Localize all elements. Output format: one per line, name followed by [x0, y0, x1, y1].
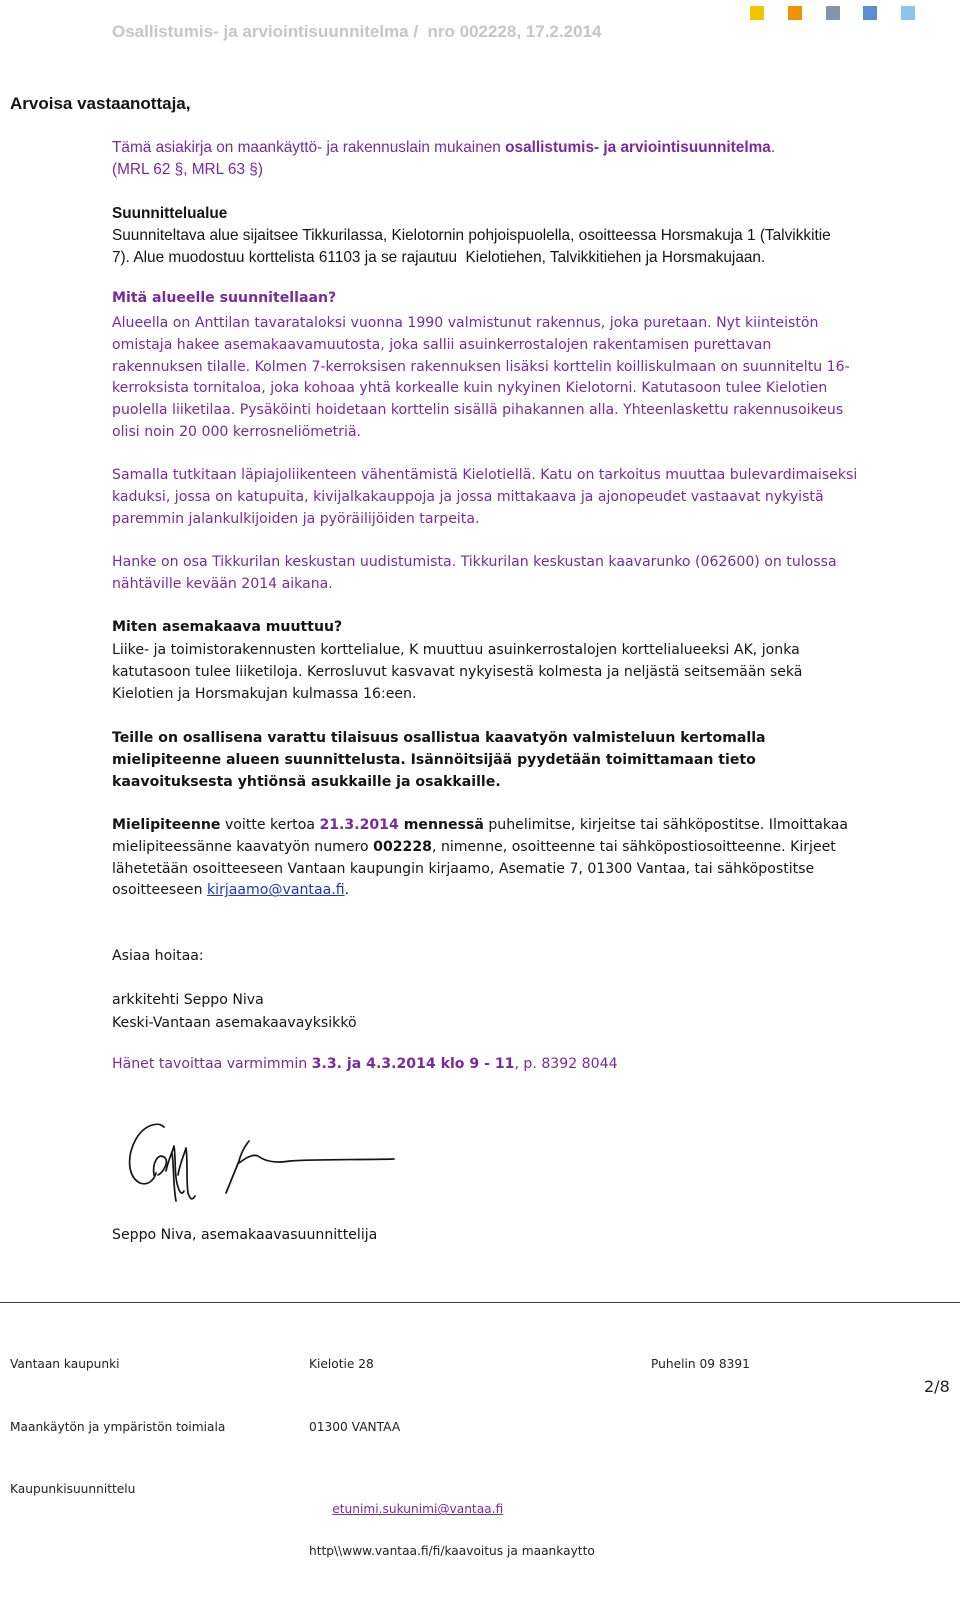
text-run: olisi noin 20 000 kerrosneliömetriä.	[112, 423, 362, 440]
paragraph-plan	[112, 313, 960, 444]
text-line	[112, 1054, 960, 1076]
footer-web-address: http\\www.vantaa.fi/fi/kaavoitus ja maankaytto	[309, 1543, 595, 1558]
text-run: paremmin jalankulkijoiden ja pyöräilijöiden tarpeita.	[112, 510, 480, 527]
text-run: Suunniteltava alue sijaitsee Tikkurilassa, Kielotornin pohjoispuolella, osoitteessa Horsmakuja 1 (Talvikkitie	[112, 227, 831, 244]
text-line	[112, 137, 960, 159]
paragraph-project	[112, 552, 960, 596]
paragraph-reach	[112, 1054, 960, 1076]
text-run: 21.3.2014	[319, 817, 399, 833]
text-run: Tämä asiakirja on maankäyttö- ja rakennuslain mukainen	[112, 139, 506, 156]
text-run: Liike- ja toimistorakennusten korttelialue, K muuttuu asuinkerrostalojen korttelialueeksi AK, jonka	[112, 642, 800, 658]
paragraph-contact-label	[112, 946, 960, 968]
footer-column-organisation	[10, 1313, 225, 1541]
text-run: Hänet tavoittaa varmimmin	[112, 1056, 312, 1072]
text-run: voitte kertoa	[220, 817, 320, 833]
text-line	[112, 749, 960, 771]
paragraph-participation	[112, 727, 960, 793]
signature-stroke	[154, 1156, 167, 1175]
text-line	[112, 378, 960, 400]
text-run: .	[344, 882, 350, 899]
footer-postal-address: 01300 VANTAA	[309, 1419, 401, 1434]
footer-divider	[0, 1302, 960, 1303]
text-run: .	[770, 139, 776, 156]
text-line	[112, 989, 960, 1012]
text-run: Alueella on Anttilan tavarataloksi vuonna 1990 valmistunut rakennus, joka puretaan. Nyt kiinteistön	[112, 315, 819, 331]
text-run: puolella liiketilaa. Pysäköinti hoidetaan korttelin sisällä pihakannen alla. Yhteenlaskettu rakennusoikeus	[112, 402, 844, 419]
text-line	[112, 422, 960, 444]
text-line	[112, 357, 960, 379]
text-run: kaduksi, jossa on katupuita, kivijalkakauppoja ja jossa mittakaava ja ajonopeudet vastaavat nykyistä	[112, 488, 824, 505]
footer-email-link[interactable]: etunimi.sukunimi@vantaa.fi	[332, 1502, 504, 1517]
paragraph-area	[112, 225, 960, 269]
text-run: Hanke on osa Tikkurilan keskustan uudistumista. Tikkurilan keskustan kaavarunko (062600) on tulossa	[112, 554, 837, 570]
paragraph-change	[112, 640, 960, 705]
text-line	[112, 684, 960, 706]
text-line	[112, 815, 960, 837]
footer-phone: Puhelin 09 8391	[651, 1357, 750, 1372]
text-run: arkkitehti Seppo Niva	[112, 992, 264, 1008]
heading-change	[112, 617, 960, 639]
text-run: katutasoon tulee liiketiloja. Kerrosluvut kasvavat nykyisestä kolmesta ja neljästä seitsemään sekä	[112, 663, 803, 680]
text-line	[112, 335, 960, 357]
text-run: mielipiteenne alueen suunnittelusta. Isännöitsijää pyydetään toimittamaan tieto	[112, 752, 756, 768]
text-run: Teille on osallisena varattu tilaisuus osallistua kaavatyön valmisteluun kertomalla	[112, 730, 766, 746]
text-run: mennessä	[398, 817, 484, 833]
text-line	[112, 288, 960, 310]
signature-stroke	[239, 1155, 394, 1163]
text-line	[112, 203, 960, 225]
page-number: 2/8	[924, 1377, 950, 1396]
text-line	[112, 487, 960, 509]
text-line	[112, 509, 960, 531]
footer-email-row	[309, 1479, 595, 1517]
text-run: mielipiteessänne kaavatyön numero	[112, 838, 374, 855]
text-run: osallistumis- ja arviointisuunnitelma	[505, 139, 771, 156]
text-run: Mitä alueelle suunnitellaan?	[112, 290, 337, 306]
text-line	[112, 1012, 960, 1035]
text-run: , p. 8392 8044	[514, 1056, 618, 1072]
text-run: osoitteeseen	[112, 882, 207, 899]
footer-unit: Kaupunkisuunnittelu	[10, 1481, 136, 1496]
text-line	[112, 313, 960, 335]
text-run: nähtäville kevään 2014 aikana.	[112, 575, 333, 592]
text-line	[112, 617, 960, 639]
text-run: Kielotien ja Horsmakujan kulmassa 16:een.	[112, 685, 417, 702]
text-line	[112, 1225, 960, 1247]
text-line	[112, 552, 960, 574]
text-run: omistaja hakee asemakaavamuutosta, joka sallii asuinkerrostalojen rakentamisen purettavan	[112, 336, 772, 353]
text-line	[112, 946, 960, 968]
paragraph-traffic	[112, 465, 960, 530]
footer-column-phone	[651, 1313, 750, 1417]
footer-street-address: Kielotie 28	[309, 1357, 374, 1372]
text-run: Asiaa hoitaa:	[112, 948, 204, 964]
text-line	[112, 727, 960, 749]
text-line	[112, 465, 960, 487]
text-run: rakennuksen tilalle. Kolmen 7-kerroksisen rakennuksen lisäksi korttelin koilliskulmaan on suunniteltu 16-	[112, 358, 850, 375]
text-line	[112, 880, 960, 902]
document-title: Osallistumis- ja arviointisuunnitelma / nro 002228, 17.2.2014	[112, 22, 602, 41]
text-line	[112, 640, 960, 662]
heading-area	[112, 203, 960, 225]
text-line	[112, 574, 960, 596]
heading-plan	[112, 288, 960, 310]
text-run: Samalla tutkitaan läpiajoliikenteen vähentämistä Kielotiellä. Katu on tarkoitus muuttaa bulevardimaiseksi	[112, 467, 858, 483]
text-run: lähetetään osoitteeseen Vantaan kaupungin kirjaamo, Asematie 7, 01300 Vantaa, tai sähköpostitse	[112, 860, 815, 877]
text-line	[112, 771, 960, 793]
text-run: Mielipiteenne	[112, 817, 221, 833]
text-run: kerroksista tornitaloa, joka kohoaa yhtä korkealle kuin nykyinen Kielotorni. Katutasoon tulee Kielotien	[112, 380, 828, 397]
footer-department: Maankäytön ja ympäristön toimiala	[10, 1419, 226, 1434]
text-line	[112, 837, 960, 859]
text-run: kaavoituksesta yhtiönsä asukkaille ja osakkaille.	[112, 774, 501, 790]
text-line	[112, 859, 960, 881]
paragraph-contact	[112, 989, 960, 1034]
greeting: Arvoisa vastaanottaja,	[10, 94, 191, 113]
text-run: puhelimitse, kirjeitse tai sähköpostitse. Ilmoittakaa	[483, 817, 849, 833]
footer-organisation-name: Vantaan kaupunki	[10, 1357, 120, 1372]
text-run: Seppo Niva, asemakaavasuunnittelija	[112, 1227, 378, 1243]
signature-stroke	[226, 1141, 249, 1193]
text-run: 7). Alue muodostuu korttelista 61103 ja se rajautuu Kielotiehen, Talvikkitiehen ja Horsmakujaan.	[112, 249, 766, 266]
paragraph-opinion	[112, 815, 960, 902]
text-run: Suunnittelualue	[112, 205, 228, 222]
text-run: Miten asemakaava muuttuu?	[112, 619, 343, 635]
text-line	[112, 247, 960, 269]
paragraph-intro	[112, 137, 960, 181]
signature	[118, 1113, 408, 1208]
text-line	[112, 225, 960, 247]
email-link[interactable]: kirjaamo@vantaa.fi	[207, 882, 345, 899]
text-line	[112, 400, 960, 422]
text-run: Keski-Vantaan asemakaavayksikkö	[112, 1014, 357, 1031]
text-run: (MRL 62 §, MRL 63 §)	[112, 161, 263, 178]
text-line	[112, 662, 960, 684]
paragraph-signer	[112, 1225, 960, 1247]
text-run: 002228	[373, 838, 432, 855]
text-run: 3.3. ja 4.3.2014 klo 9 - 11	[311, 1056, 515, 1072]
footer-column-address	[309, 1313, 595, 1603]
text-run: , nimenne, osoitteenne tai sähköpostiosoitteenne. Kirjeet	[431, 838, 836, 855]
text-line	[112, 159, 960, 181]
